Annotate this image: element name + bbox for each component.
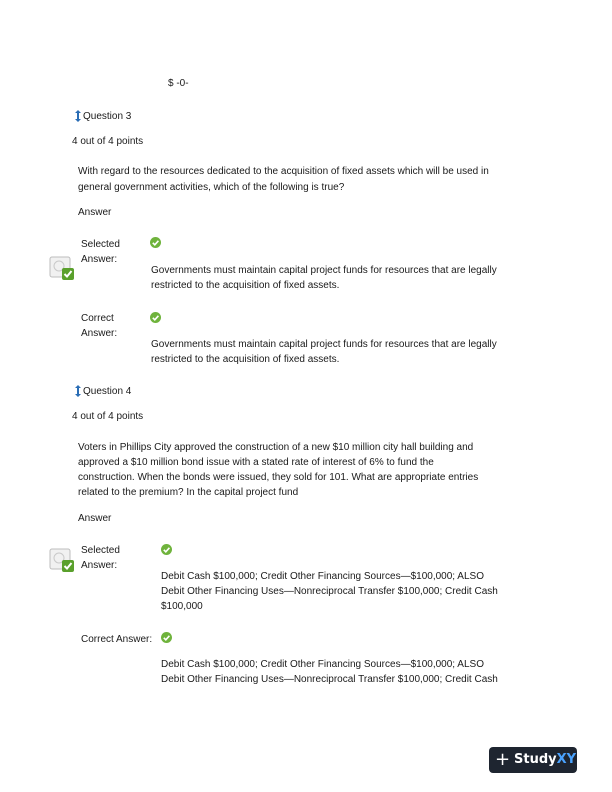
check-icon — [161, 544, 172, 555]
question-4-selected-answer-line-2: Debit Other Financing Uses—Nonreciprocal Transfer $100,000; Credit Cash — [161, 586, 498, 597]
question-4-text-line-2: approved a $10 million bond issue with a stated rate of interest of 6% to fund the — [78, 457, 434, 468]
question-3-correct-answer-line-1: Governments must maintain capital project funds for resources that are legally — [151, 339, 497, 350]
check-icon — [150, 237, 161, 248]
studyxy-logo — [489, 747, 577, 773]
question-3-selected-label-1: Selected — [81, 239, 120, 250]
question-3-text-line-1: With regard to the resources dedicated to the acquisition of fixed assets which will be used in — [78, 166, 489, 177]
sort-arrows-icon[interactable] — [75, 110, 81, 122]
question-3-title: Question 3 — [83, 111, 132, 122]
question-4-selected-answer-line-1: Debit Cash $100,000; Credit Other Financing Sources—$100,000; ALSO — [161, 571, 484, 582]
question-3-selected-answer-line-2: restricted to the acquisition of fixed assets. — [151, 280, 340, 291]
question-3-answer-label: Answer — [78, 207, 112, 218]
question-4-selected-label-1: Selected — [81, 545, 120, 556]
question-4-text-line-1: Voters in Phillips City approved the construction of a new $10 million city hall building and — [78, 442, 474, 453]
question-3-text-line-2: general government activities, which of the following is true? — [78, 182, 345, 193]
previous-answer-value: $ -0- — [168, 78, 189, 89]
sort-arrows-icon[interactable] — [75, 385, 81, 397]
question-3-correct-label-1: Correct — [81, 313, 114, 324]
question-4-selected-answer-line-3: $100,000 — [161, 601, 203, 612]
question-4-correct-label: Correct Answer: — [81, 634, 153, 645]
question-3-selected-answer-line-1: Governments must maintain capital project funds for resources that are legally — [151, 265, 497, 276]
graded-correct-icon — [49, 548, 75, 574]
question-3-correct-answer-line-2: restricted to the acquisition of fixed assets. — [151, 354, 340, 365]
logo-wordmark: StudyXY — [514, 752, 577, 767]
question-3-selected-label-2: Answer: — [81, 254, 118, 265]
question-4-answer-label: Answer — [78, 513, 112, 524]
question-4-text-line-3: construction. When the bonds were issued, they sold for 101. What are appropriate entries — [78, 472, 479, 483]
question-4-correct-answer-line-1: Debit Cash $100,000; Credit Other Financing Sources—$100,000; ALSO — [161, 659, 484, 670]
check-icon — [161, 632, 172, 643]
question-3-points: 4 out of 4 points — [72, 136, 144, 147]
question-3-correct-label-2: Answer: — [81, 328, 118, 339]
question-4-selected-label-2: Answer: — [81, 560, 118, 571]
plus-icon: + — [495, 749, 511, 770]
question-4-text-line-4: related to the premium? In the capital project fund — [78, 487, 299, 498]
question-4-correct-answer-line-2: Debit Other Financing Uses—Nonreciprocal Transfer $100,000; Credit Cash — [161, 674, 498, 685]
graded-correct-icon — [49, 256, 75, 282]
question-4-title: Question 4 — [83, 386, 132, 397]
check-icon — [150, 312, 161, 323]
question-4-points: 4 out of 4 points — [72, 411, 144, 422]
